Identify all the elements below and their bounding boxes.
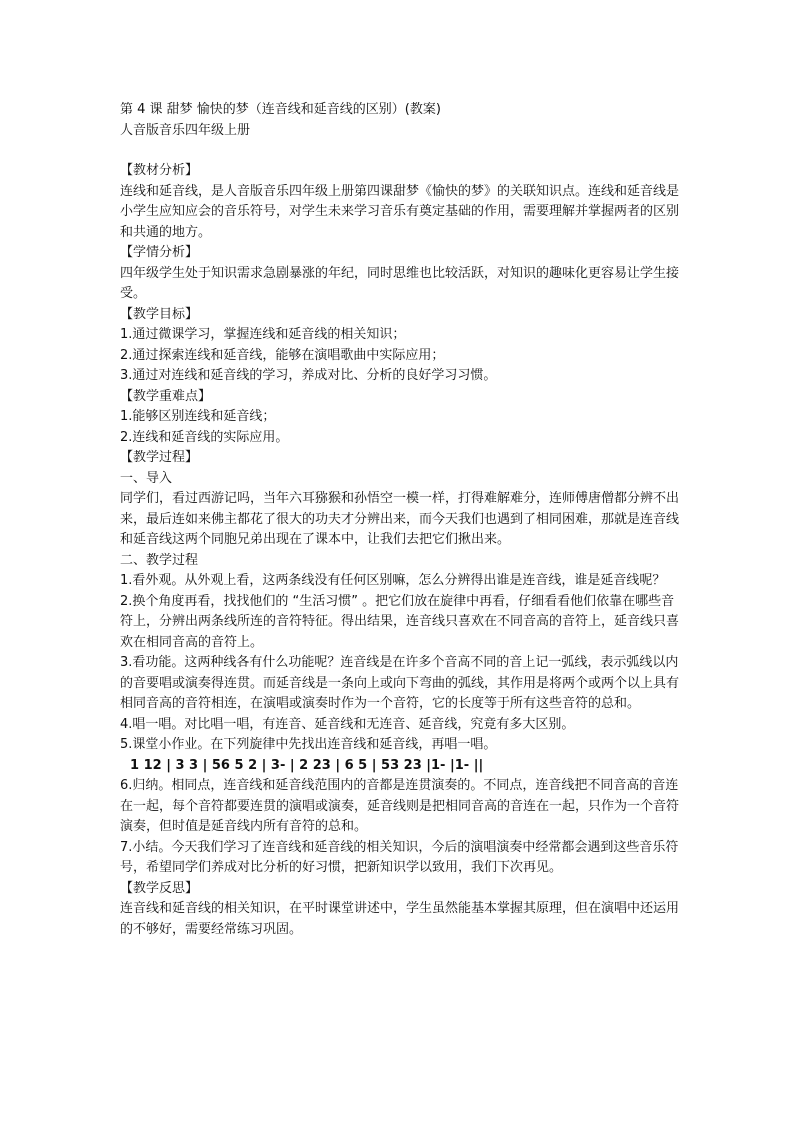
step-item: 2.换个角度再看，找找他们的 “生活习惯” 。把它们放在旋律中再看，仔细看看他们依靠在哪些音符上，分辨出两条线所连的音符特征。得出结果，连音线只喜欢在不同音高的音符上，延音线只喜欢在相同音高的音符上。 xyxy=(120,593,680,650)
analysis-text: 连线和延音线，是人音版音乐四年级上册第四课甜梦《愉快的梦》的关联知识点。连线和延音线是小学生应知应会的音乐符号，对学生未来学习音乐有奠定基础的作用，需要理解并掌握两者的区别和共通的地方。 xyxy=(120,183,680,240)
goal-item: 3.通过对连线和延音线的学习，养成对比、分析的良好学习习惯。 xyxy=(120,368,497,383)
goal-item: 2.通过探索连线和延音线，能够在演唱歌曲中实际应用； xyxy=(120,347,445,363)
document-title: 第 4 课 甜梦 愉快的梦（连音线和延音线的区别）(教案) xyxy=(120,102,441,117)
keypoints-heading: 【教学重难点】 xyxy=(120,388,212,404)
goal-item: 1.通过微课学习，掌握连线和延音线的相关知识； xyxy=(120,327,406,342)
reflection-text: 连音线和延音线的相关知识，在平时课堂讲述中，学生虽然能基本掌握其原理，但在演唱中还运用的不够好，需要经常练习巩固。 xyxy=(120,901,680,937)
process-sub-heading: 二、教学过程 xyxy=(120,552,199,568)
step-item: 1.看外观。从外观上看，这两条线没有任何区别嘛，怎么分辨得出谁是连音线，谁是延音线呢？ xyxy=(120,573,666,588)
step-item: 4.唱一唱。对比唱一唱，有连音、延音线和无连音、延音线，究竟有多大区别。 xyxy=(120,716,575,732)
step-item: 5.课堂小作业。在下列旋律中先找出连音线和延音线，再唱一唱。 xyxy=(120,737,497,752)
step-item: 7.小结。今天我们学习了连音线和延音线的相关知识，今后的演唱演奏中经常都会遇到这些音乐符号，希望同学们养成对比分析的好习惯，把新知识学以致用，我们下次再见。 xyxy=(120,839,679,875)
step-item: 3.看功能。这两种线各有什么功能呢？连音线是在许多个音高不同的音上记一弧线，表示弧线以内的音要唱或演奏得连贯。而延音线是一条向上或向下弯曲的弧线，其作用是将两个或两个以上具有相同音高的音符相连，在演唱或演奏时作为一个音符，它的长度等于所有这些音符的总和。 xyxy=(120,655,680,711)
blank-line xyxy=(120,141,680,161)
step-item: 6.归纳。相同点，连音线和延音线范围内的音都是连贯演奏的。不同点，连音线把不同音高的音连在一起，每个音符都要连贯的演唱或演奏，延音线则是把相同音高的音连在一起，只作为一个音符演奏，但时值是延音线内所有音符的总和。 xyxy=(120,778,680,834)
document-page xyxy=(120,100,680,940)
intro-heading: 一、导入 xyxy=(120,470,173,486)
goals-heading: 【教学目标】 xyxy=(120,306,199,322)
keypoint-item: 2.连线和延音线的实际应用。 xyxy=(120,429,289,445)
process-heading: 【教学过程】 xyxy=(120,450,199,465)
keypoint-item: 1.能够区别连线和延音线； xyxy=(120,409,276,424)
music-notation: 1 12 | 3 3 | 56 5 2 | 3- | 2 23 | 6 5 | 53 23 |1- |1- || xyxy=(130,757,484,773)
intro-text: 同学们，看过西游记吗，当年六耳猕猴和孙悟空一模一样，打得难解难分，连师傅唐僧都分辨不出来，最后连如来佛主都花了很大的功夫才分辨出来，而今天我们也遇到了相同困难，那就是连音线和延音线这两个同胞兄弟出现在了课本中，让我们去把它们揪出来。 xyxy=(120,491,680,547)
analysis-heading: 【教材分析】 xyxy=(120,163,199,178)
document-subtitle: 人音版音乐四年级上册 xyxy=(120,122,251,138)
students-heading: 【学情分析】 xyxy=(120,245,199,260)
reflection-heading: 【教学反思】 xyxy=(120,880,199,896)
students-text: 四年级学生处于知识需求急剧暴涨的年纪，同时思维也比较活跃，对知识的趣味化更容易让学生接受。 xyxy=(120,265,680,301)
